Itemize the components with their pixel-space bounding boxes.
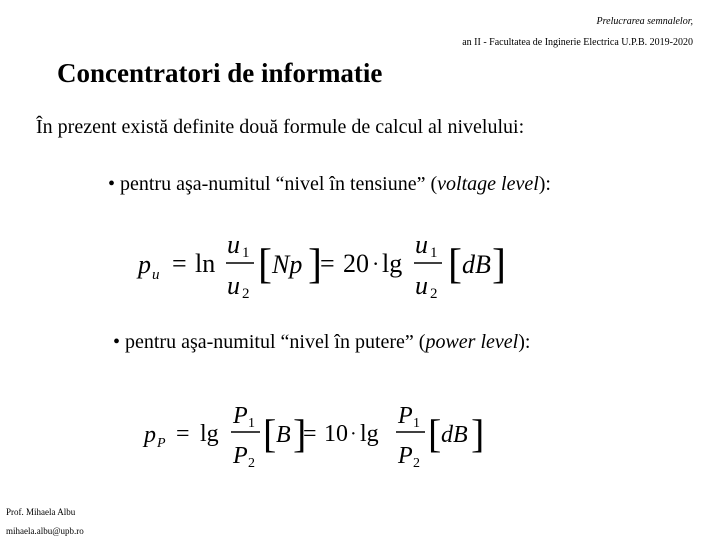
f2-lhs: p — [144, 422, 156, 448]
f2-bracket-open-2: [ — [428, 411, 442, 456]
power-level-formula — [136, 396, 496, 476]
f2-bracket-open-1: [ — [263, 411, 277, 456]
f1-unit-db: dB — [462, 250, 491, 279]
f1-unit-np: Np — [272, 250, 303, 279]
f2-bracket-close-1: ] — [293, 411, 307, 456]
bullet-voltage-emph: voltage level — [437, 173, 539, 195]
f1-bracket-close-2: ] — [492, 242, 506, 288]
f2-dot: · — [350, 423, 357, 445]
f1-num-sub: 1 — [242, 245, 250, 261]
header-course: Prelucrarea semnalelor, — [596, 16, 693, 27]
f1-num2: u — [415, 230, 428, 259]
f1-num: u — [227, 230, 240, 259]
f2-den2: P — [398, 443, 413, 469]
f1-lhs: p — [138, 250, 151, 279]
f2-unit-db: dB — [441, 422, 468, 448]
f1-bracket-open-1: [ — [258, 242, 272, 288]
voltage-level-formula — [130, 224, 520, 304]
footer-email: mihaela.albu@upb.ro — [6, 526, 84, 536]
f2-den-sub: 2 — [248, 456, 255, 471]
bullet-voltage-suffix: ): — [538, 173, 551, 195]
f2-num-sub: 1 — [248, 416, 255, 431]
intro-text: În prezent există definite două formule de calcul al nivelului: — [36, 116, 525, 138]
bullet-power-prefix: • pentru aşa-numitul “nivel în putere” ( — [113, 331, 426, 353]
f1-bracket-close-1: ] — [308, 242, 322, 288]
f1-den-sub: 2 — [242, 286, 250, 302]
f2-bracket-close-2: ] — [471, 411, 485, 456]
f2-lg2: lg — [360, 421, 379, 447]
f1-num2-sub: 1 — [430, 245, 438, 261]
f2-coef: 10 — [324, 421, 348, 447]
footer-author: Prof. Mihaela Albu — [6, 507, 76, 517]
f2-eq: = — [176, 421, 190, 447]
f2-lhs-sub: P — [157, 436, 166, 451]
f2-den: P — [233, 443, 248, 469]
f1-lg: lg — [382, 249, 403, 278]
f2-lg: lg — [200, 421, 219, 447]
f2-num: P — [233, 403, 248, 429]
f1-dot: · — [372, 251, 380, 276]
bullet-voltage-prefix: • pentru aşa-numitul “nivel în tensiune” ( — [108, 173, 438, 195]
slide-title: Concentratori de informatie — [57, 58, 383, 88]
f1-bracket-open-2: [ — [448, 242, 462, 288]
f1-den: u — [227, 271, 240, 300]
f1-lhs-sub: u — [152, 267, 160, 283]
f1-den2: u — [415, 271, 428, 300]
f2-den2-sub: 2 — [413, 456, 420, 471]
bullet-power-suffix: ): — [518, 331, 531, 353]
f1-ln: ln — [195, 249, 216, 278]
f1-den2-sub: 2 — [430, 286, 438, 302]
bullet-voltage-level — [108, 173, 551, 196]
bullet-power-emph: power level — [425, 331, 519, 353]
bullet-power-level — [113, 331, 530, 354]
f1-eq: = — [172, 249, 187, 278]
f1-coef: 20 — [343, 249, 369, 278]
f2-eq2: = — [303, 421, 317, 447]
f1-eq2: = — [320, 249, 335, 278]
f2-num2: P — [398, 403, 413, 429]
f2-num2-sub: 1 — [413, 416, 420, 431]
header-faculty: an II - Facultatea de Inginerie Electrica U.P.B. 2019-2020 — [462, 37, 693, 48]
f2-unit-b: B — [276, 422, 291, 448]
